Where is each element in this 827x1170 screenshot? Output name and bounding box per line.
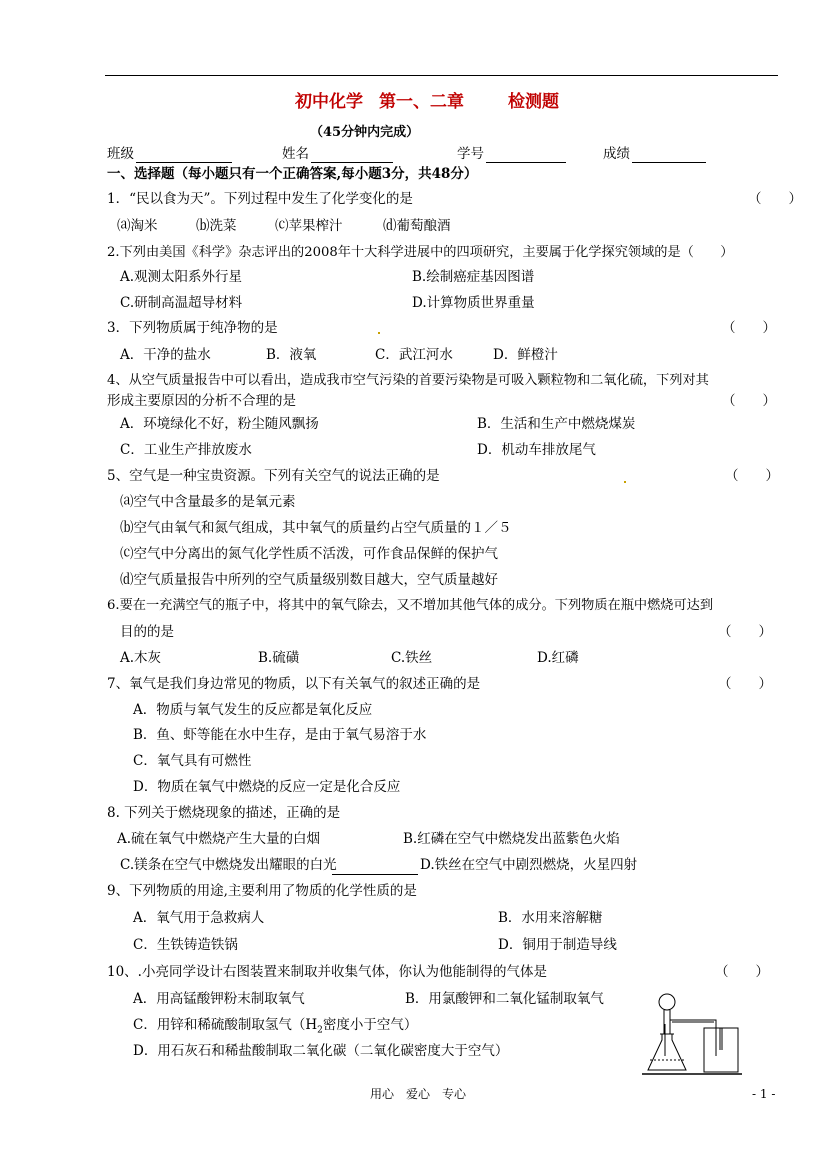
option: B．水用来溶解糖 — [498, 910, 603, 926]
title-test: 检测题 — [508, 92, 559, 112]
option: D.铁丝在空气中剧烈燃烧，火星四射 — [420, 857, 638, 873]
question-stem: 5、空气是一种宝贵资源。下列有关空气的说法正确的是 — [107, 468, 440, 484]
question-stem: 10、.小亮同学设计右图装置来制取并收集气体，你认为他能制得的气体是 — [107, 964, 547, 980]
question-stem: 2.下列由美国《科学》杂志评出的2008年十大科学进展中的四项研究，主要属于化学探究领域的是（ ） — [107, 245, 734, 260]
option: D．铜用于制造导线 — [498, 937, 617, 953]
gas-apparatus-figure — [642, 990, 742, 1080]
top-rule — [105, 75, 778, 76]
score-label: 成绩 — [603, 146, 630, 162]
title-chapters: 第一、二章 — [379, 92, 464, 112]
option: A．氧气用于急救病人 — [133, 910, 265, 926]
option: A．用高锰酸钾粉末制取氧气 — [133, 991, 305, 1007]
option: C．武江河水 — [375, 347, 453, 363]
score-field[interactable] — [632, 148, 706, 163]
option: B.红磷在空气中燃烧发出蓝紫色火焰 — [403, 831, 620, 847]
option: C.镁条在空气中燃烧发出耀眼的白光 — [120, 857, 337, 873]
option: B．鱼、虾等能在水中生存，是由于氧气易溶于水 — [133, 727, 427, 743]
option: D.红磷 — [537, 650, 579, 666]
option: D．鲜橙汁 — [493, 347, 558, 363]
footer-motto: 用心 爱心 专心 — [370, 1087, 467, 1101]
option: D．物质在氧气中燃烧的反应一定是化合反应 — [133, 779, 401, 795]
option-text-tail: 密度小于空气） — [322, 1017, 418, 1033]
question-stem: 4、从空气质量报告中可以看出，造成我市空气污染的首要污染物是可吸入颗粒物和二氧化硫，下列对其 — [107, 373, 709, 388]
option: ⒜空气中含量最多的是氧元素 — [120, 494, 296, 510]
question-stem-cont: 形成主要原因的分析不合理的是 — [107, 393, 296, 409]
option: B.绘制癌症基因图谱 — [412, 269, 535, 285]
option: ⒞苹果榨汁 — [275, 218, 343, 234]
question-stem: 3．下列物质属于纯净物的是 — [107, 320, 278, 336]
stray-dot — [378, 332, 380, 334]
question-stem-cont: 目的的是 — [120, 624, 174, 640]
time-note: （45分钟内完成） — [310, 125, 420, 140]
question-stem: 9、下列物质的用途,主要利用了物质的化学性质的是 — [107, 883, 417, 899]
id-label: 学号 — [457, 146, 484, 162]
answer-paren[interactable]: （ ） — [718, 676, 772, 692]
option-text: C．用锌和稀硫酸制取氢气（H — [133, 1017, 318, 1033]
option: B．液氧 — [266, 347, 317, 363]
answer-paren[interactable]: （ ） — [722, 320, 776, 336]
stray-dot — [624, 481, 626, 483]
answer-paren[interactable]: （ ） — [748, 191, 802, 207]
answer-paren[interactable]: （ ） — [718, 624, 772, 640]
class-label: 班级 — [107, 146, 134, 162]
option: ⒟空气质量报告中所列的空气质量级别数目越大，空气质量越好 — [120, 572, 498, 588]
option: B.硫磺 — [258, 650, 300, 666]
option: D.计算物质世界重量 — [412, 295, 535, 311]
option: D．用石灰石和稀盐酸制取二氧化碳（二氧化碳密度大于空气） — [133, 1043, 509, 1059]
answer-paren[interactable]: （ ） — [725, 468, 779, 484]
title-subject: 初中化学 — [295, 92, 363, 112]
option: D．机动车排放尾气 — [477, 442, 596, 458]
question-stem: 6.要在一充满空气的瓶子中，将其中的氧气除去，又不增加其他气体的成分。下列物质在瓶中燃烧可达到 — [107, 598, 714, 613]
option: C．氧气具有可燃性 — [133, 753, 252, 769]
option: C．工业生产排放废水 — [120, 442, 252, 458]
answer-paren[interactable]: （ ） — [722, 393, 776, 409]
question-stem: 8. 下列关于燃烧现象的描述，正确的是 — [107, 805, 341, 821]
option: ⒝空气由氧气和氮气组成，其中氧气的质量约占空气质量的１／５ — [120, 520, 512, 536]
option: C．生铁铸造铁锅 — [133, 937, 238, 953]
subscript: 2 — [317, 1025, 323, 1036]
option: ⒜淘米 — [117, 218, 158, 234]
option: B．生活和生产中燃烧煤炭 — [477, 416, 636, 432]
class-field[interactable] — [136, 148, 232, 163]
option: A.观测太阳系外行星 — [120, 269, 243, 285]
name-label: 姓名 — [282, 146, 309, 162]
option: ⒞空气中分离出的氮气化学性质不活泼，可作食品保鲜的保护气 — [120, 546, 498, 562]
page-title — [295, 94, 559, 111]
option: B．用氯酸钾和二氧化锰制取氧气 — [405, 991, 604, 1007]
question-stem: 7、氧气是我们身边常见的物质，以下有关氧气的叙述正确的是 — [107, 676, 481, 692]
name-field[interactable] — [311, 148, 393, 163]
option — [133, 1019, 417, 1036]
section-heading: 一、选择题（每小题只有一个正确答案,每小题3分，共48分） — [107, 166, 478, 182]
option: A．物质与氧气发生的反应都是氧化反应 — [133, 702, 373, 718]
option: A.硫在氧气中燃烧产生大量的白烟 — [117, 831, 321, 847]
underline-mark — [332, 874, 418, 875]
question-stem: 1．“民以食为天”。下列过程中发生了化学变化的是 — [107, 191, 413, 207]
page-number: - 1 - — [752, 1087, 776, 1101]
option: ⒝洗菜 — [196, 218, 237, 234]
option: A．干净的盐水 — [120, 347, 211, 363]
id-field[interactable] — [486, 148, 566, 163]
option: C.铁丝 — [391, 650, 433, 666]
option: A.木灰 — [120, 650, 162, 666]
option: C.研制高温超导材料 — [120, 295, 243, 311]
answer-paren[interactable]: （ ） — [715, 964, 769, 980]
option: A．环境绿化不好，粉尘随风飘扬 — [120, 416, 319, 432]
option: ⒟葡萄酿酒 — [383, 218, 451, 234]
